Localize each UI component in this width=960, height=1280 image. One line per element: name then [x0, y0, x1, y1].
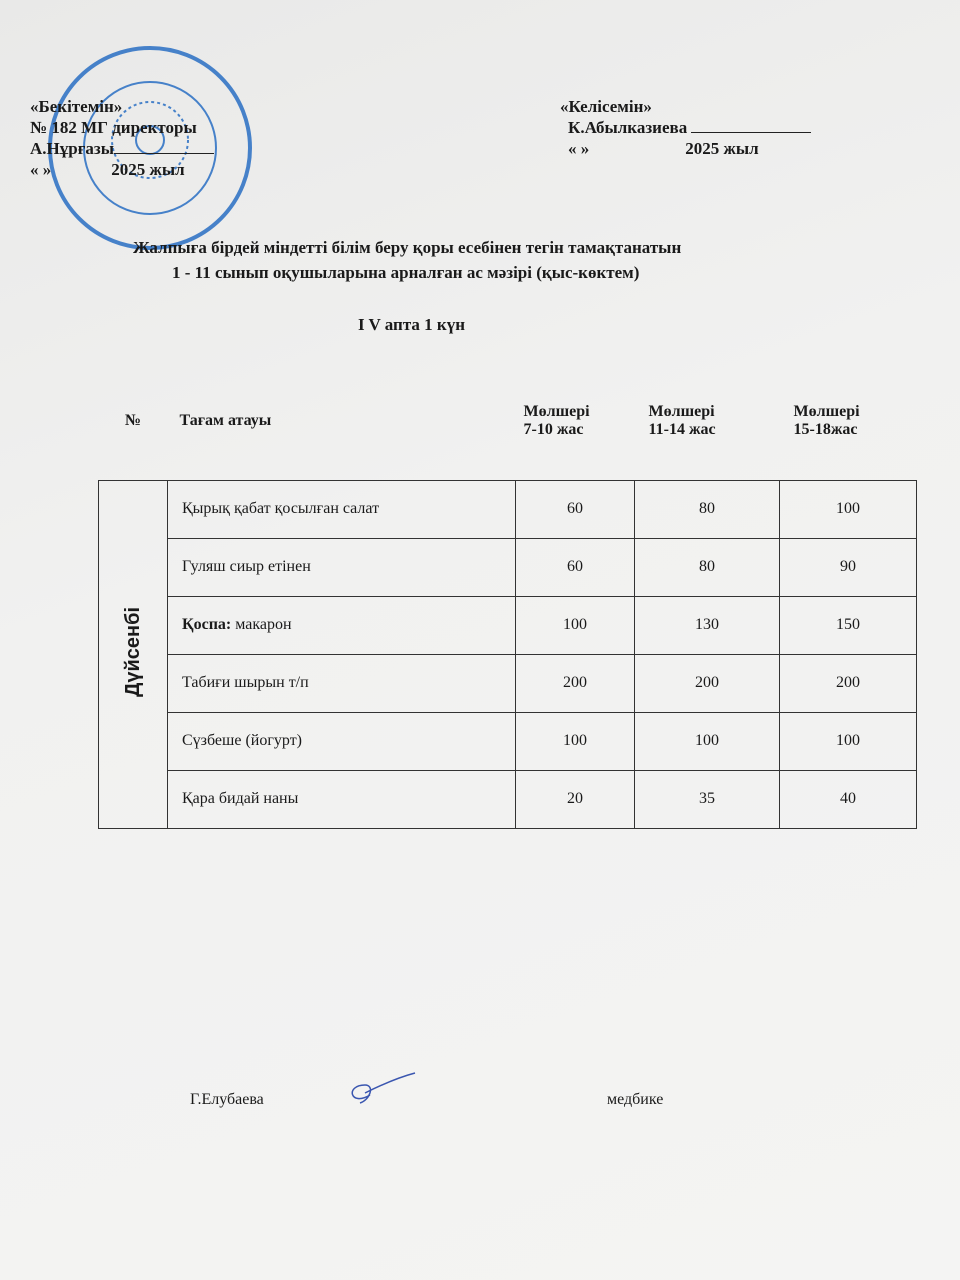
portion-c: 150: [780, 596, 917, 654]
portion-a: 60: [516, 538, 635, 596]
date-prefix: « »: [568, 139, 590, 158]
portion-c: 90: [780, 538, 917, 596]
portion-a: 200: [516, 654, 635, 712]
dish-name: [168, 770, 516, 828]
header-line: Мөлшері: [793, 402, 860, 420]
menu-table: [98, 362, 917, 829]
nurse-name: Г.Елубаева: [190, 1091, 264, 1108]
dish-name: [168, 596, 516, 654]
day-cell: [99, 480, 168, 828]
agreement-block: [560, 96, 811, 159]
dish-text: Қырық қабат қосылған салат: [182, 500, 380, 517]
date-prefix: « »: [30, 160, 52, 179]
portion-b: 80: [635, 480, 780, 538]
portion-b: 35: [635, 770, 780, 828]
approval-director: [30, 138, 214, 159]
table-row: [99, 596, 917, 654]
col-portion-7-10: [516, 362, 635, 480]
portion-c: 100: [780, 712, 917, 770]
signature: [340, 1065, 420, 1110]
header-line: 11-14 жас: [648, 420, 716, 438]
header-line: 15-18жас: [793, 420, 858, 438]
director-name: А.Нұрғазы: [30, 139, 115, 158]
col-dish-name: Тағам атауы: [179, 411, 272, 429]
menu-title-line1: Жалпыға бірдей міндетті білім беру қоры есебінен тегін тамақтанатын: [133, 238, 682, 257]
approval-date: [30, 159, 214, 180]
day-label: Дүйсенбі: [121, 606, 144, 697]
portion-b: 130: [635, 596, 780, 654]
dish-name: [168, 712, 516, 770]
portion-c: 40: [780, 770, 917, 828]
signer-name: К.Абылказиева: [568, 118, 688, 137]
dish-prefix: Қоспа:: [182, 616, 232, 633]
agreement-signer: [560, 117, 811, 138]
date-year: 2025 жыл: [685, 139, 759, 158]
approval-heading: «Бекітемін»: [30, 97, 123, 116]
table-row: [99, 712, 917, 770]
approval-block: [30, 96, 214, 180]
header-line: Мөлшері: [648, 402, 715, 420]
table-row: [99, 654, 917, 712]
dish-name: [168, 538, 516, 596]
portion-a: 20: [516, 770, 635, 828]
col-number: №: [124, 411, 142, 429]
table-header-row: [99, 362, 917, 480]
header-line: 7-10 жас: [523, 420, 584, 438]
date-year: 2025 жыл: [111, 160, 185, 179]
portion-b: 100: [635, 712, 780, 770]
portion-a: 60: [516, 480, 635, 538]
approval-position: № 182 МГ директоры: [30, 118, 197, 137]
portion-b: 200: [635, 654, 780, 712]
dish-text: Гуляш сиыр етінен: [182, 558, 311, 575]
portion-c: 100: [780, 480, 917, 538]
table-row: [99, 480, 917, 538]
nurse-role: медбике: [607, 1091, 664, 1108]
agreement-heading: «Келісемін»: [560, 97, 652, 116]
dish-text: Сүзбеше (йогурт): [182, 732, 303, 749]
table-row: [99, 770, 917, 828]
agreement-date: [560, 138, 811, 159]
dish-text: макарон: [231, 616, 292, 633]
portion-a: 100: [516, 596, 635, 654]
portion-a: 100: [516, 712, 635, 770]
portion-b: 80: [635, 538, 780, 596]
table-row: [99, 538, 917, 596]
dish-text: Табиғи шырын т/п: [182, 674, 309, 691]
portion-c: 200: [780, 654, 917, 712]
dish-name: [168, 654, 516, 712]
col-portion-15-18: [780, 362, 917, 480]
header-line: Мөлшері: [523, 402, 590, 420]
col-portion-11-14: [635, 362, 780, 480]
dish-text: Қара бидай наны: [182, 790, 299, 807]
menu-title-line2: 1 - 11 сынып оқушыларына арналған ас мәзірі (қыс-көктем): [172, 263, 640, 282]
dish-name: [168, 480, 516, 538]
week-day-label: I V апта 1 күн: [358, 315, 465, 334]
